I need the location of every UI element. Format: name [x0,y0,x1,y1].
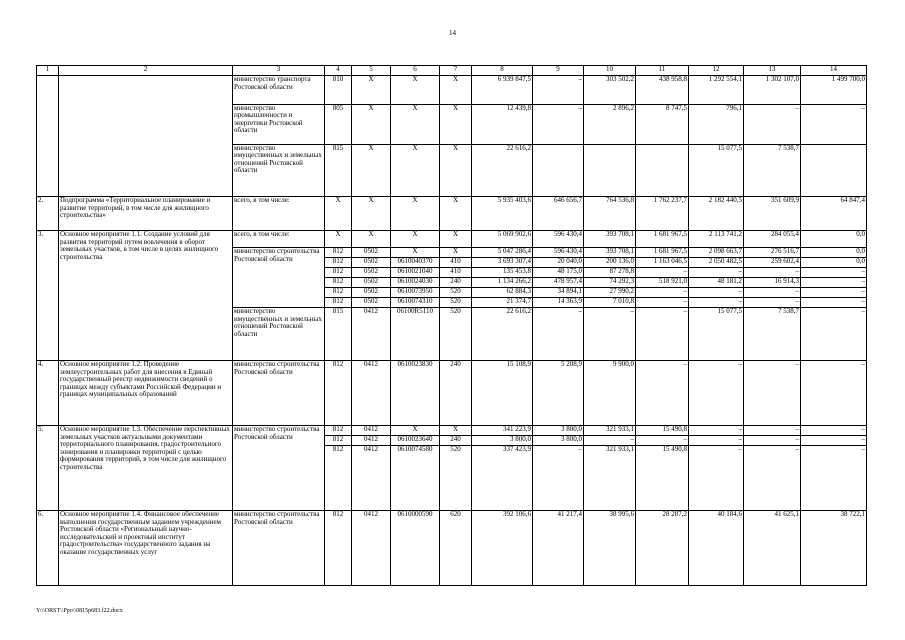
value-cell-c5: 0412 [352,511,391,586]
value-cell-c13: – [744,268,801,278]
value-cell-c7: X [440,104,472,144]
value-cell-c4: 812 [325,511,352,586]
value-cell-c9: 5 208,9 [533,361,584,426]
value-cell-c12: – [689,426,744,436]
value-cell-c5: 0412 [352,308,391,361]
value-cell-c8: 21 374,7 [472,298,533,308]
value-cell-c5: X [352,144,391,197]
value-cell-c11: 1 163 046,5 [636,258,689,268]
value-cell-c14: – [801,436,867,446]
value-cell-c8: 5 935 403,6 [472,197,533,231]
value-cell-c9: – [533,104,584,144]
executor-cell: министерство промышленности и энергетики Ростовской области [233,104,325,144]
value-cell-c8: 62 884,3 [472,288,533,298]
value-cell-c9: 596 430,4 [533,248,584,258]
value-cell-c7: 520 [440,298,472,308]
value-cell-c14: – [801,426,867,436]
value-cell-c13: – [744,361,801,426]
executor-cell: министерство строительства Ростовской области [233,426,325,511]
value-cell-c10: 87 278,8 [584,268,636,278]
value-cell-c6: 0610023640 [391,436,440,446]
value-cell-c7: 520 [440,288,472,298]
column-number-header: 5 [352,66,391,76]
activity-name-cell: Подпрограмма «Территориальное планирование и развитие территорий, в том числе для жилищного строительства» [59,197,233,231]
value-cell-c13: – [744,426,801,436]
executor-cell: министерство строительства Ростовской области [233,511,325,586]
value-cell-c11: 518 921,0 [636,278,689,288]
activity-row [37,511,867,586]
value-cell-c5: 0502 [352,268,391,278]
activity-row [37,231,867,248]
value-cell-c12: 1 292 554,1 [689,76,744,105]
activity-name-cell: Основное мероприятие 1.2. Проведение землеустроительных работ для внесения в Единый государственный реестр недвижимости сведений о границах между субъектами Российской Федерации и границах муниципальных образований [59,361,233,426]
value-cell-c5: 0412 [352,361,391,426]
activity-row [37,426,867,436]
value-cell-c5: 0412 [352,426,391,436]
value-cell-c11: – [636,436,689,446]
column-number-header: 14 [801,66,867,76]
value-cell-c4: 812 [325,426,352,436]
row-number-cell: 4. [37,361,59,426]
value-cell-c7: 240 [440,278,472,288]
value-cell-c14: – [801,268,867,278]
value-cell-c12: 15 077,5 [689,144,744,197]
value-cell-c8: 135 453,8 [472,268,533,278]
value-cell-c10: 393 708,1 [584,248,636,258]
value-cell-c13: – [744,104,801,144]
value-cell-c7: X [440,426,472,436]
value-cell-c11: 438 958,8 [636,76,689,105]
value-cell-c4: 812 [325,248,352,258]
value-cell-c9: 20 040,0 [533,258,584,268]
value-cell-c8: 341 223,9 [472,426,533,436]
value-cell-c14: 0,0 [801,248,867,258]
footer-file-path: Y:\\ORST\\Ppo\\0815p683.f22.docx [36,608,123,614]
value-cell-c8: 1 134 266,2 [472,278,533,288]
value-cell-c7: 240 [440,361,472,426]
value-cell-c10: 2 896,2 [584,104,636,144]
row-number-cell: 5. [37,426,59,511]
column-number-header: 9 [533,66,584,76]
value-cell-c7: 520 [440,308,472,361]
value-cell-c6: X [391,104,440,144]
value-cell-c7: X [440,144,472,197]
value-cell-c12: 796,1 [689,104,744,144]
value-cell-c4: X [325,197,352,231]
value-cell-c6: 0610074580 [391,446,440,511]
value-cell-c10: 74 292,3 [584,278,636,288]
value-cell-c7: 410 [440,258,472,268]
value-cell-c10 [584,144,636,197]
value-cell-c14: 0,0 [801,231,867,248]
value-cell-c14: – [801,298,867,308]
value-cell-c12: – [689,361,744,426]
value-cell-c5: 0502 [352,278,391,288]
empty-name-cell [59,144,233,197]
value-cell-c6: 0610040370 [391,258,440,268]
value-cell-c9: – [533,446,584,511]
column-number-header: 13 [744,66,801,76]
value-cell-c4: X [325,231,352,248]
value-cell-c11: 1 681 967,5 [636,248,689,258]
value-cell-c12: 2 098 663,7 [689,248,744,258]
row-number-cell: 6. [37,511,59,586]
value-cell-c7: 240 [440,436,472,446]
value-cell-c7: X [440,248,472,258]
value-cell-c8: 12 439,8 [472,104,533,144]
executor-cell: министерство строительства Ростовской области [233,248,325,308]
value-cell-c8: 3 800,0 [472,436,533,446]
value-cell-c13: – [744,436,801,446]
value-cell-c10: 38 995,6 [584,511,636,586]
value-cell-c4: 812 [325,288,352,298]
value-cell-c12: 2 050 482,5 [689,258,744,268]
executor-cell: министерство имущественных и земельных отношений Ростовской области [233,144,325,197]
activity-row [37,361,867,426]
row-number-cell: 2. [37,197,59,231]
value-cell-c14: – [801,104,867,144]
value-cell-c6: 0610074310 [391,298,440,308]
value-cell-c4: 812 [325,278,352,288]
value-cell-c6: 0610000590 [391,511,440,586]
value-cell-c6: 0610073950 [391,288,440,298]
value-cell-c5: X [352,104,391,144]
value-cell-c13: – [744,446,801,511]
value-cell-c14: 1 499 700,0 [801,76,867,105]
value-cell-c13: 284 055,4 [744,231,801,248]
value-cell-c4: 810 [325,76,352,105]
value-cell-c6: 0610024030 [391,278,440,288]
value-cell-c11: 1 681 967,5 [636,231,689,248]
value-cell-c6: X [391,248,440,258]
value-cell-c11: 1 762 237,7 [636,197,689,231]
executor-cell: министерство строительства Ростовской области [233,361,325,426]
value-cell-c10: 9 900,0 [584,361,636,426]
empty-num-cell [37,144,59,197]
value-cell-c11: 15 490,8 [636,446,689,511]
value-cell-c4: 812 [325,436,352,446]
value-cell-c7: X [440,76,472,105]
value-cell-c13: 276 516,7 [744,248,801,258]
value-cell-c5: X [352,231,391,248]
continuation-row [37,104,867,144]
value-cell-c8: 392 106,6 [472,511,533,586]
value-cell-c14: – [801,446,867,511]
value-cell-c14: – [801,278,867,288]
value-cell-c13: 1 302 107,0 [744,76,801,105]
value-cell-c5: 0502 [352,288,391,298]
column-number-header: 3 [233,66,325,76]
value-cell-c4: 805 [325,104,352,144]
value-cell-c11: 8 747,5 [636,104,689,144]
value-cell-c14: – [801,308,867,361]
value-cell-c14: 0,0 [801,258,867,268]
value-cell-c9: – [533,76,584,105]
value-cell-c7: 520 [440,446,472,511]
column-number-header: 6 [391,66,440,76]
value-cell-c6: 0610023830 [391,361,440,426]
value-cell-c5: 0502 [352,248,391,258]
value-cell-c6: X [391,197,440,231]
budget-table [36,65,867,586]
value-cell-c8: 337 423,9 [472,446,533,511]
empty-name-cell [59,104,233,144]
value-cell-c7: 620 [440,511,472,586]
value-cell-c11 [636,144,689,197]
value-cell-c4: 812 [325,361,352,426]
value-cell-c8: 3 693 307,4 [472,258,533,268]
value-cell-c14: 64 847,4 [801,197,867,231]
value-cell-c13: – [744,288,801,298]
value-cell-c4: 812 [325,268,352,278]
value-cell-c12: – [689,446,744,511]
value-cell-c10: 200 136,0 [584,258,636,268]
value-cell-c14: – [801,361,867,426]
value-cell-c9: 14 363,9 [533,298,584,308]
value-cell-c6: 0610021040 [391,268,440,278]
value-cell-c6: X [391,231,440,248]
value-cell-c13: 259 602,4 [744,258,801,268]
value-cell-c9: 478 957,4 [533,278,584,288]
value-cell-c10: 7 010,8 [584,298,636,308]
column-number-header: 4 [325,66,352,76]
column-number-header: 2 [59,66,233,76]
value-cell-c4: 812 [325,298,352,308]
value-cell-c12: 40 184,6 [689,511,744,586]
value-cell-c5: 0502 [352,298,391,308]
column-number-header: 10 [584,66,636,76]
column-number-header: 1 [37,66,59,76]
value-cell-c9 [533,144,584,197]
value-cell-c6: X [391,426,440,436]
value-cell-c4: 815 [325,144,352,197]
value-cell-c11: – [636,308,689,361]
value-cell-c9: 3 800,0 [533,436,584,446]
value-cell-c8: 6 939 847,5 [472,76,533,105]
value-cell-c12: – [689,298,744,308]
value-cell-c5: X [352,197,391,231]
value-cell-c7: 410 [440,268,472,278]
column-number-header: 8 [472,66,533,76]
value-cell-c13: 16 914,3 [744,278,801,288]
value-cell-c13: 41 625,1 [744,511,801,586]
value-cell-c13: – [744,298,801,308]
value-cell-c12: 2 113 741,2 [689,231,744,248]
empty-num-cell [37,104,59,144]
value-cell-c12: – [689,436,744,446]
value-cell-c5: X [352,76,391,105]
continuation-row [37,144,867,197]
value-cell-c8: 5 069 902,6 [472,231,533,248]
column-number-row [37,66,867,76]
row-number-cell: 3. [37,231,59,361]
value-cell-c11: 28 287,2 [636,511,689,586]
value-cell-c5: 0502 [352,258,391,268]
column-number-header: 12 [689,66,744,76]
value-cell-c4: 815 [325,308,352,361]
value-cell-c9: 41 217,4 [533,511,584,586]
value-cell-c9: 3 800,0 [533,426,584,436]
value-cell-c12: – [689,288,744,298]
value-cell-c12: 2 182 440,5 [689,197,744,231]
value-cell-c6: 06100R5110 [391,308,440,361]
activity-name-cell: Основное мероприятие 1.1. Создание условий для развития территорий путем вовлечения в оборот земельных участков, в том числе в целях жилищного строительства [59,231,233,361]
value-cell-c10: – [584,436,636,446]
value-cell-c9: 48 175,0 [533,268,584,278]
value-cell-c8: 15 108,9 [472,361,533,426]
subprogram-row [37,197,867,231]
value-cell-c8: 22 616,2 [472,144,533,197]
value-cell-c8: 22 616,2 [472,308,533,361]
executor-cell: министерство транспорта Ростовской области [233,76,325,105]
value-cell-c14 [801,144,867,197]
value-cell-c12: 48 181,2 [689,278,744,288]
value-cell-c10: 764 536,8 [584,197,636,231]
value-cell-c14: 38 722,1 [801,511,867,586]
value-cell-c10: 303 502,2 [584,76,636,105]
value-cell-c11: – [636,361,689,426]
value-cell-c4: 812 [325,446,352,511]
column-number-header: 7 [440,66,472,76]
value-cell-c6: X [391,144,440,197]
executor-cell: всего, в том числе: [233,231,325,248]
value-cell-c8: 5 047 286,4 [472,248,533,258]
value-cell-c7: X [440,197,472,231]
value-cell-c4: 812 [325,258,352,268]
value-cell-c10: 27 990,2 [584,288,636,298]
continuation-row [37,76,867,105]
value-cell-c11: – [636,268,689,278]
page-number: 14 [449,29,456,37]
value-cell-c13: 351 609,9 [744,197,801,231]
value-cell-c13: 7 538,7 [744,308,801,361]
value-cell-c10: 321 933,1 [584,446,636,511]
value-cell-c9: – [533,308,584,361]
value-cell-c13: 7 538,7 [744,144,801,197]
activity-name-cell: Основное мероприятие 1.3. Обеспечение перспективных земельных участков актуальными документами территориального планирования, градостроительного зонирования и планировки территорий с целью формирования территорий, в том числе для жилищного строительства [59,426,233,511]
value-cell-c11: – [636,298,689,308]
empty-num-cell [37,76,59,105]
value-cell-c14: – [801,288,867,298]
value-cell-c7: X [440,231,472,248]
value-cell-c11: 15 490,8 [636,426,689,436]
empty-name-cell [59,76,233,105]
value-cell-c11: – [636,288,689,298]
value-cell-c12: – [689,268,744,278]
value-cell-c9: 596 430,4 [533,231,584,248]
value-cell-c5: 0412 [352,436,391,446]
value-cell-c5: 0412 [352,446,391,511]
executor-cell: министерство имущественных и земельных отношений Ростовской области [233,308,325,361]
value-cell-c12: 15 077,5 [689,308,744,361]
value-cell-c10: 393 708,1 [584,231,636,248]
executor-cell: всего, в том числе: [233,197,325,231]
value-cell-c10: – [584,308,636,361]
value-cell-c6: X [391,76,440,105]
value-cell-c10: 321 933,1 [584,426,636,436]
value-cell-c9: 646 656,7 [533,197,584,231]
column-number-header: 11 [636,66,689,76]
value-cell-c9: 34 894,1 [533,288,584,298]
activity-name-cell: Основное мероприятие 1.4. Финансовое обеспечение выполнения государственным заданием учреждением Ростовской области «Региональный научно-исследовательский и проектный институт градостроительства» государственного задания на оказание государственных услуг [59,511,233,586]
